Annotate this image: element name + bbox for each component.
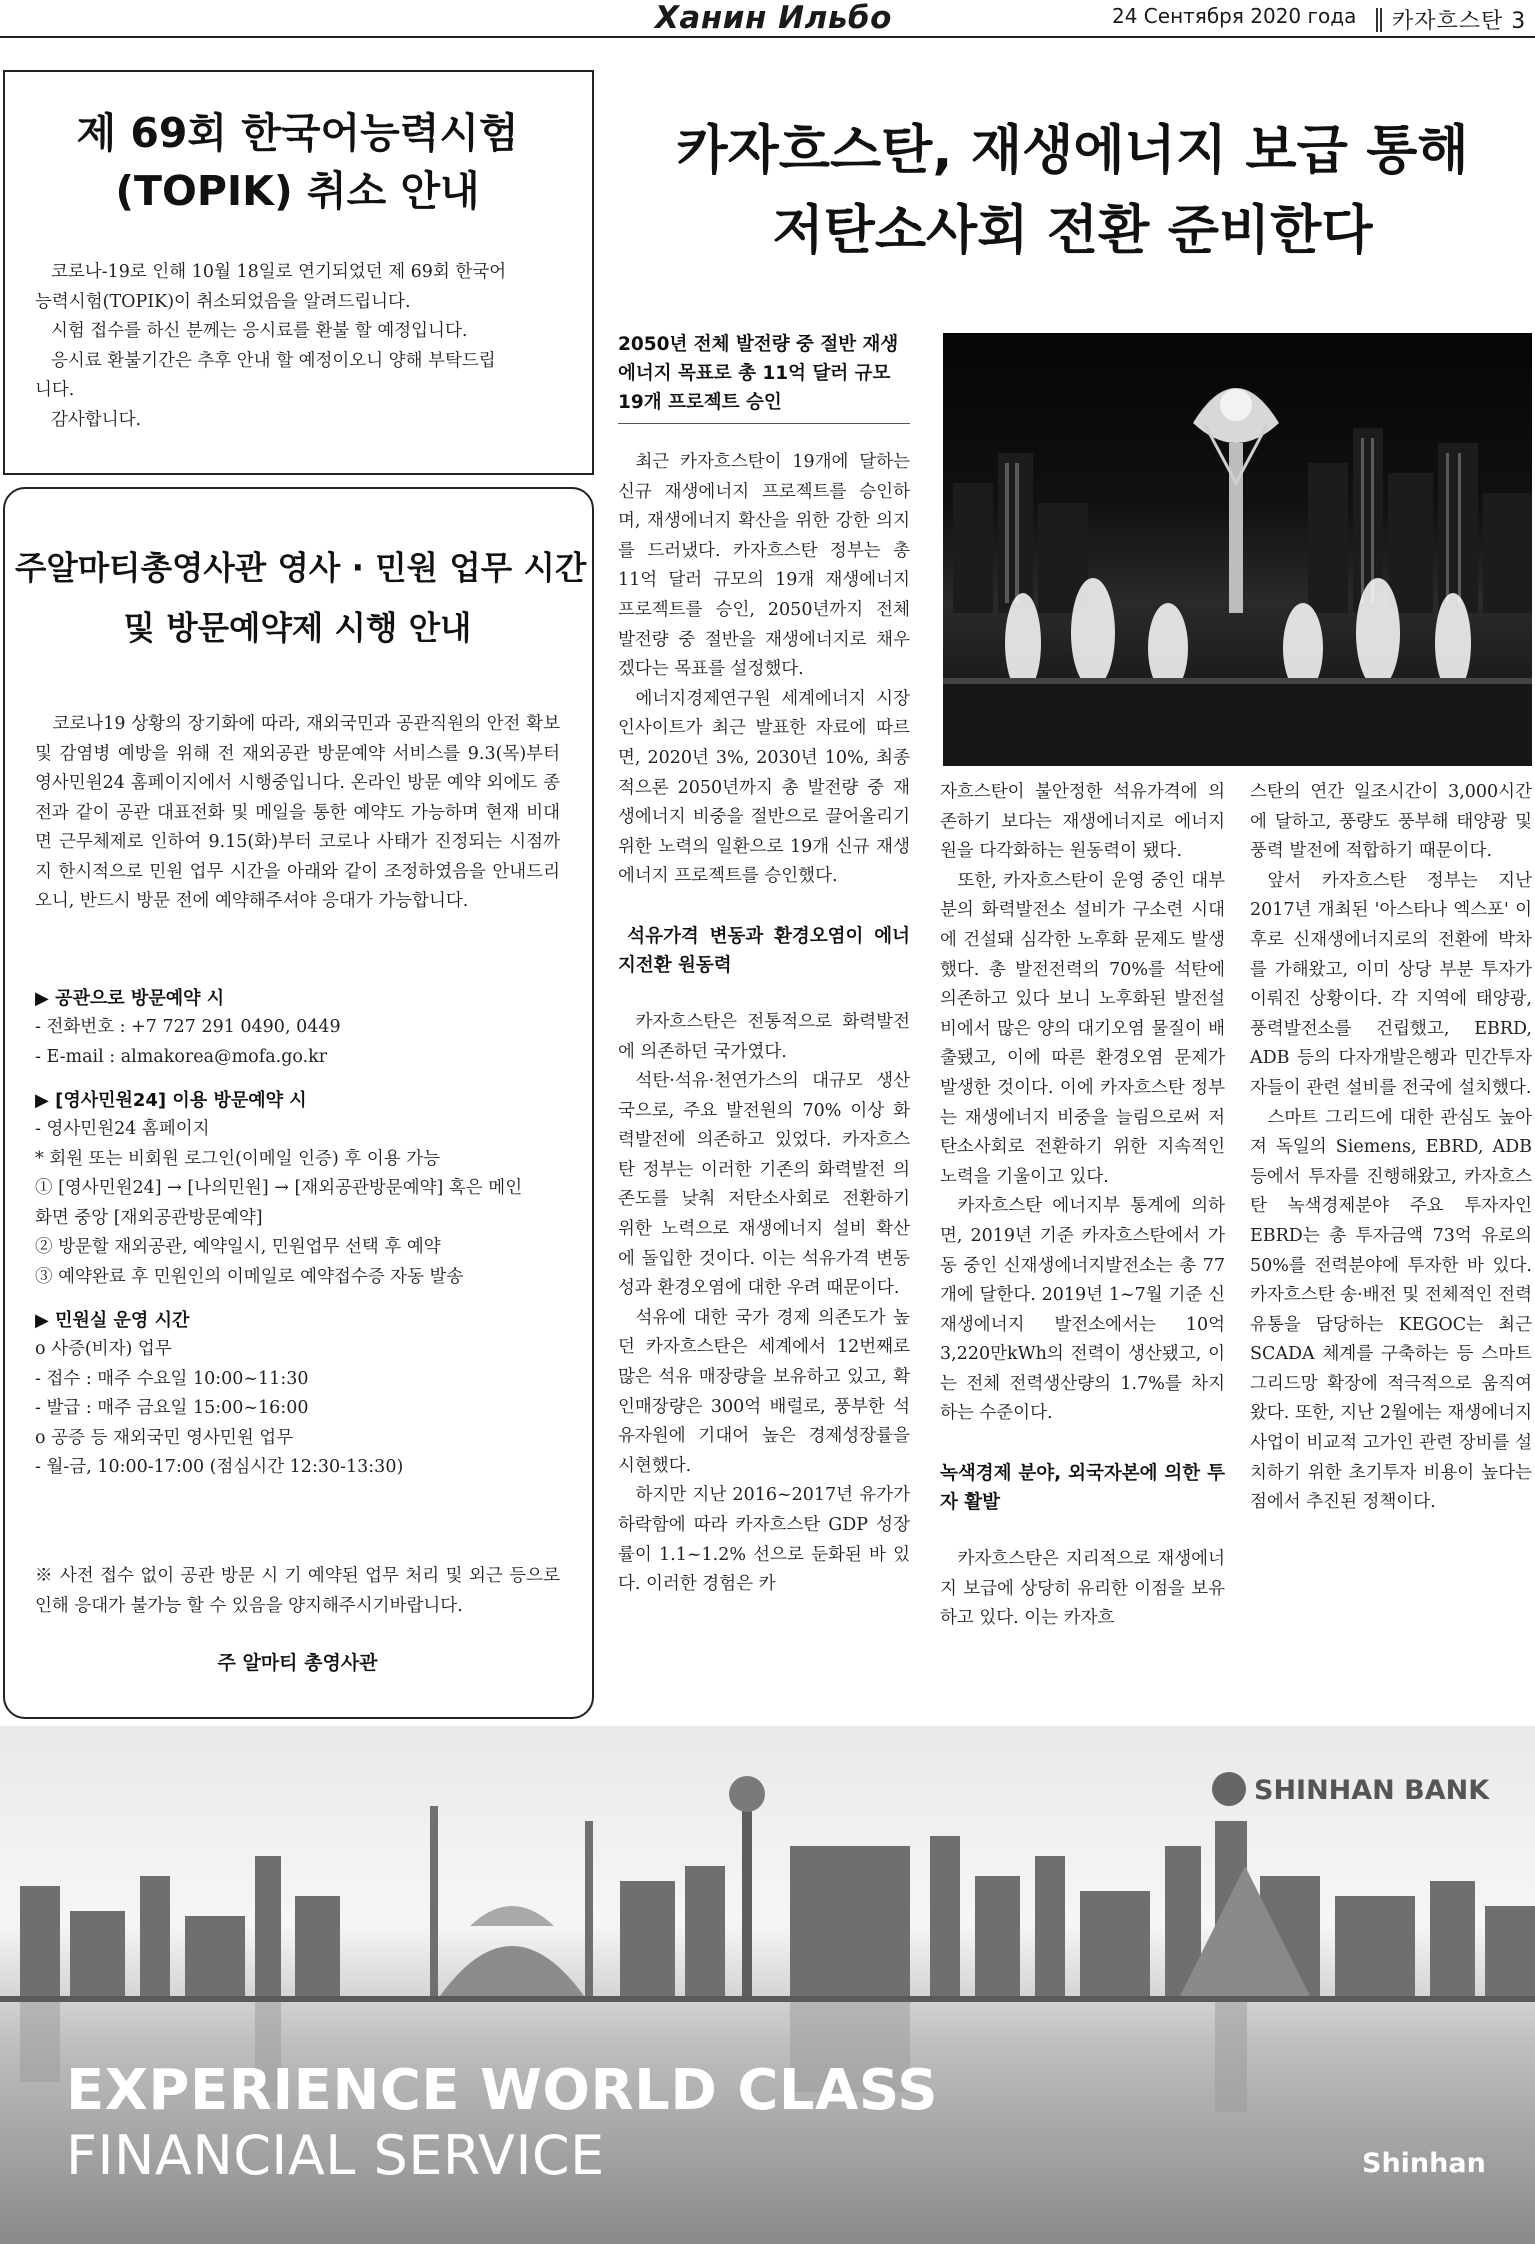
article-photo-astana-night [943,333,1532,766]
consulate-notice-intro [35,710,560,917]
topik-notice-line: 코로나-19로 인해 10월 18일로 연기되었던 제 69회 한국어 [51,262,507,282]
online-step: ③ 예약완료 후 민원인의 이메일로 예약접수증 자동 발송 [35,1266,464,1287]
ad-slogan-line1: EXPERIENCE WORLD CLASS [66,2058,939,2123]
office-hours-item: - 접수 : 매주 수요일 10:00~11:30 [35,1368,309,1389]
consulate-notice-title-line1: 주알마티총영사관 영사 · 민원 업무 시간 [15,549,587,587]
article-paragraph: 카자흐스탄은 지리적으로 재생에너지 보급에 상당히 유리한 이점을 보유하고 있다. 이는 카자흐 [940,1549,1225,1629]
article-paragraph: 석탄·석유·천연가스의 대규모 생산국으로, 주요 발전원의 70% 이상 화력발전에 의존하고 있었다. 카자흐스탄 정부는 이러한 기존의 화력발전 의존도를 낮춰 저탄소사회로 전환하기 위한 노력으로 재생에너지 설비 확산에 돌입한 것이다. 이는 석유가격 변동성과 환경오염에 대한 우려 때문이다. [618,1071,910,1299]
article-column-3 [1250,778,1532,1518]
article-paragraph: 카자흐스탄 에너지부 통계에 의하면, 2019년 기준 카자흐스탄에서 가동 중인 신재생에너지발전소는 총 77개에 달한다. 2019년 1~7월 기준 신재생에너지 발전소에서는 10억3,220만kWh의 전력이 생산됐고, 이는 전체 전력생산량의 1.7%를 차지하는 수준이다. [940,1196,1225,1424]
consulate-notice-title-line2: 및 방문예약제 시행 안내 [123,609,472,647]
topik-notice-line: 응시료 환불기간은 추후 안내 할 예정이오니 양해 부탁드립 [51,350,496,371]
article-column-2 [940,778,1225,1634]
online-step: ② 방문할 재외공관, 예약일시, 민원업무 선택 후 예약 [35,1237,441,1257]
article-paragraph: 석유에 대한 국가 경제 의존도가 높던 카자흐스탄은 세계에서 12번째로 많은 석유 매장량을 보유하고 있고, 확인매장량은 300억 배럴로, 풍부한 석유자원에 기대어 높은 경제성장률을 시현했다. [618,1307,910,1476]
consulate-notice-sections [35,984,565,1483]
article-column-1 [618,448,910,1600]
article-section-head: 석유가격 변동과 환경오염이 에너지전환 원동력 [618,925,910,976]
section-divider-mark [1376,8,1382,32]
topik-notice-line: 능력시험(TOPIK)이 취소되었음을 알려드립니다. [35,291,411,312]
article-paragraph: 최근 카자흐스탄이 19개에 달하는 신규 재생에너지 프로젝트를 승인하며, 재생에너지 확산을 위한 강한 의지를 드러냈다. 카자흐스탄 정부는 총 11억 달러 규모의 19개 재생에너지 프로젝트를 승인, 2050년까지 전체 발전량 중 절반을 재생에너지로 채우겠다는 목표를 설정했다. [618,452,910,680]
article-headline-line2: 저탄소사회 전환 준비한다 [772,200,1373,261]
topik-notice-line: 감사합니다. [51,409,142,430]
shinhan-logo-icon [1212,1772,1246,1806]
article-section-head: 녹색경제 분야, 외국자본에 의한 투자 활발 [940,1463,1225,1514]
topik-notice-title-line1: 제 69회 한국어능력시험 [76,109,519,157]
article-paragraph: 스마트 그리드에 대한 관심도 높아져 독일의 Siemens, EBRD, ADB 등에서 투자를 진행해왔고, 카자흐스탄 녹색경제분야 주요 투자자인 EBRD는 총 투자금액 73억 유로의 50%를 전력분야에 투자한 바 있다. 카자흐스탄 송·배전 및 전체적인 전력 유통을 담당하는 KEGOC는 최근 SCADA 체계를 구축하는 등 스마트 그리드망 확장에 적극적으로 움직여왔다. 또한, 지난 2월에는 재생에너지 사업이 비교적 고가인 관련 장비를 설치하기 위한 초기투자 비용이 높다는 점에서 추진된 정책이다. [1250,1107,1532,1513]
online-step: ① [영사민원24] → [나의민원] → [재외공관방문예약] 혹은 메인 [35,1178,523,1198]
masthead-rule [0,36,1535,38]
section-head-online-visit: ▶ [영사민원24] 이용 방문예약 시 [35,1090,307,1111]
masthead-brand: Ханин Ильбо [655,0,892,36]
office-hours-item: - 발급 : 매주 금요일 15:00~16:00 [35,1398,309,1418]
ad-bank-name: SHINHAN BANK [1254,1775,1490,1806]
office-hours-item: - 월-금, 10:00-17:00 (점심시간 12:30-13:30) [35,1457,404,1477]
masthead-date: 24 Сентября 2020 года [1112,4,1357,28]
topik-notice-title-line2: (TOPIK) 취소 안내 [115,167,480,215]
section-label: 카자흐스탄 3 [1392,9,1527,34]
article-paragraph: 또한, 카자흐스탄이 운영 중인 대부분의 화력발전소 설비가 구소련 시대에 건설돼 심각한 노후화 문제도 발생했다. 총 발전전력의 70%를 석탄에 의존하고 있다 보니 노후화된 발전설비에서 많은 양의 대기오염 물질이 배출됐고, 이에 따른 환경오염 문제가 발생한 것이다. 이에 카자흐스탄 정부는 재생에너지 비중을 늘림으로써 저탄소사회로 전환하기 위한 지속적인 노력을 기울이고 있다. [940,870,1225,1187]
contact-email: - E-mail : almakorea@mofa.go.kr [35,1046,328,1067]
consulate-notice-note: ※ 사전 접수 없이 공관 방문 시 기 예약된 업무 처리 및 외근 등으로 인해 응대가 불가능 할 수 있음을 양지해주시기바랍니다. [35,1566,560,1616]
office-hours-item: o 사증(비자) 업무 [35,1339,172,1359]
article-subhead-block [618,330,910,424]
article-subhead: 2050년 전체 발전량 중 절반 재생에너지 목표로 총 11억 달러 규모 19개 프로젝트 승인 [618,334,899,413]
article-paragraph: 하지만 지난 2016~2017년 유가가 하락함에 따라 카자흐스탄 GDP 성장률이 1.1~1.2% 선으로 둔화된 바 있다. 이러한 경험은 카 [618,1485,910,1595]
topik-notice-body [35,258,565,435]
ad-brand-mark: Shinhan [1362,2148,1486,2179]
office-hours-item: o 공증 등 재외국민 영사민원 업무 [35,1427,294,1448]
consulate-notice-intro-text: 코로나19 상황의 장기화에 따라, 재외국민과 공관직원의 안전 확보 및 감염병 예방을 위해 전 재외공관 방문예약 서비스를 9.3(목)부터 영사민원24 홈페이지에서 시행중입니다. 온라인 방문 예약 외에도 종전과 같이 공관 대표전화 및 메일을 통한 예약도 가능하며 현재 비대면 근무체제로 인하여 9.15(화)부터 코로나 사태가 진정되는 시점까지 한시적으로 민원 업무 시간을 아래와 같이 조정하였음을 안내드리오니, 반드시 방문 전에 예약해주셔야 응대가 가능합니다. [35,714,560,911]
ad-slogan-line2: FINANCIAL SERVICE [66,2124,605,2187]
article-paragraph: 자흐스탄이 불안정한 석유가격에 의존하기 보다는 재생에너지로 에너지원을 다각화하는 원동력이 됐다. [940,782,1225,862]
article-paragraph: 스탄의 연간 일조시간이 3,000시간에 달하고, 풍량도 풍부해 태양광 및 풍력 발전에 적합하기 때문이다. [1250,782,1532,862]
online-step: 화면 중앙 [재외공관방문예약] [35,1207,263,1228]
online-step: - 영사민원24 홈페이지 [35,1119,210,1139]
online-step: * 회원 또는 비회원 로그인(이메일 인증) 후 이용 가능 [35,1148,441,1169]
topik-notice-line: 시험 접수를 하신 분께는 응시료를 환불 할 예정입니다. [51,321,468,341]
contact-phone: - 전화번호 : +7 727 291 0490, 0449 [35,1017,341,1037]
topik-notice-line: 니다. [35,380,75,400]
city-night-illustration [943,333,1532,766]
section-head-embassy-visit: ▶ 공관으로 방문예약 시 [35,988,225,1009]
article-paragraph: 에너지경제연구원 세계에너지 시장 인사이트가 최근 발표한 자료에 따르면, 2020년 3%, 2030년 10%, 최종적으론 2050년까지 총 발전량 중 재생에너지 비중을 절반으로 끌어올리기 위한 노력의 일환으로 19개 신규 재생에너지 프로젝트를 승인했다. [618,688,910,887]
article-headline-line1: 카자흐스탄, 재생에너지 보급 통해 [676,120,1469,181]
section-head-office-hours: ▶ 민원실 운영 시간 [35,1310,190,1331]
article-paragraph: 카자흐스탄은 전통적으로 화력발전에 의존하던 국가였다. [618,1011,910,1062]
consulate-signature: 주 알마티 총영사관 [217,1652,378,1674]
article-paragraph: 앞서 카자흐스탄 정부는 지난 2017년 개최된 '아스타나 엑스포' 이후로 신재생에너지로의 전환에 박차를 가해왔고, 이미 상당 부분 투자가 이뤄진 상황이다. 각 지역에 태양광, 풍력발전소를 건립했고, EBRD, ADB 등의 다자개발은행과 민간투자자들이 관련 설비를 전국에 설치했다. [1250,870,1532,1098]
